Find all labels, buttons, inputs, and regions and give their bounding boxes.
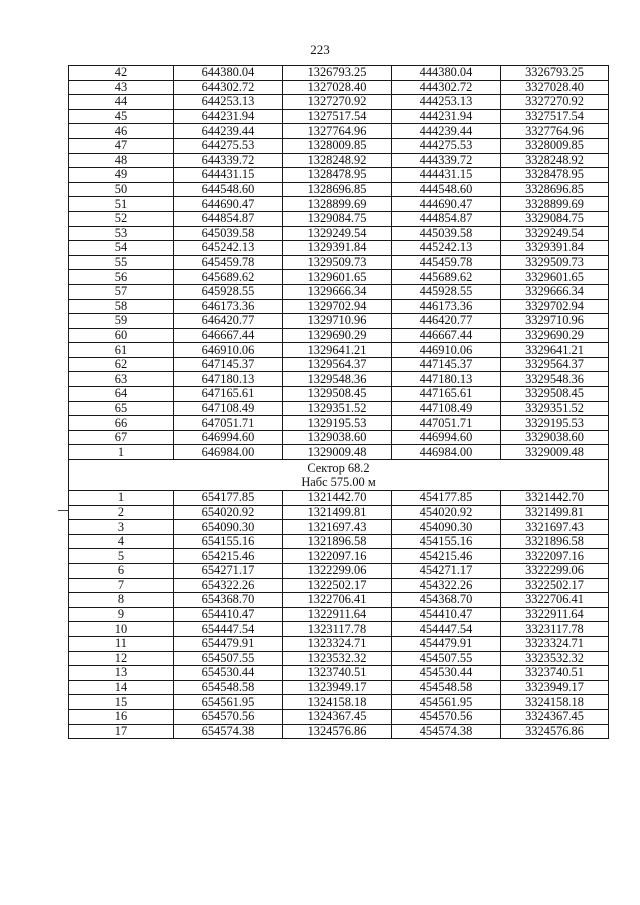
point-number-cell: 60 — [69, 328, 174, 343]
x-coordinate-cell: 654479.91 — [174, 636, 283, 651]
page-number: 223 — [310, 42, 330, 57]
point-number-cell: 67 — [69, 430, 174, 445]
table-row — [69, 255, 609, 270]
table-row — [69, 564, 609, 579]
y-msk-coordinate-cell: 3329508.45 — [501, 387, 609, 402]
x-coordinate-cell: 645039.58 — [174, 226, 283, 241]
point-number-cell: 17 — [69, 724, 174, 739]
table-row — [69, 357, 609, 372]
point-number-cell: 55 — [69, 255, 174, 270]
point-number-cell: 66 — [69, 416, 174, 431]
y-coordinate-cell: 1329038.60 — [283, 430, 392, 445]
table-row — [69, 124, 609, 139]
x-coordinate-cell: 654530.44 — [174, 666, 283, 681]
table-row — [69, 270, 609, 285]
x-coordinate-cell: 644548.60 — [174, 182, 283, 197]
x-msk-coordinate-cell: 444253.13 — [392, 95, 501, 110]
point-number-cell: 5 — [69, 549, 174, 564]
y-coordinate-cell: 1328696.85 — [283, 182, 392, 197]
y-coordinate-cell: 1329195.53 — [283, 416, 392, 431]
x-msk-coordinate-cell: 444231.94 — [392, 109, 501, 124]
margin-tick-mark — [58, 510, 68, 511]
table-row — [69, 549, 609, 564]
x-msk-coordinate-cell: 454530.44 — [392, 666, 501, 681]
x-coordinate-cell: 647051.71 — [174, 416, 283, 431]
table-row — [69, 95, 609, 110]
table-row — [69, 593, 609, 608]
y-msk-coordinate-cell: 3324576.86 — [501, 724, 609, 739]
y-msk-coordinate-cell: 3322706.41 — [501, 593, 609, 608]
x-msk-coordinate-cell: 446984.00 — [392, 445, 501, 460]
x-msk-coordinate-cell: 454322.26 — [392, 578, 501, 593]
coordinates-table — [68, 65, 609, 739]
table-row — [69, 491, 609, 506]
x-msk-coordinate-cell: 445039.58 — [392, 226, 501, 241]
table-row — [69, 505, 609, 520]
y-coordinate-cell: 1329084.75 — [283, 211, 392, 226]
point-number-cell: 48 — [69, 153, 174, 168]
x-coordinate-cell: 654177.85 — [174, 491, 283, 506]
point-number-cell: 6 — [69, 564, 174, 579]
y-msk-coordinate-cell: 3323117.78 — [501, 622, 609, 637]
point-number-cell: 64 — [69, 387, 174, 402]
y-msk-coordinate-cell: 3328248.92 — [501, 153, 609, 168]
point-number-cell: 58 — [69, 299, 174, 314]
x-coordinate-cell: 647108.49 — [174, 401, 283, 416]
section-header-cell — [69, 460, 609, 491]
table-row — [69, 182, 609, 197]
x-coordinate-cell: 654574.38 — [174, 724, 283, 739]
y-msk-coordinate-cell: 3326793.25 — [501, 66, 609, 81]
point-number-cell: 7 — [69, 578, 174, 593]
y-msk-coordinate-cell: 3329564.37 — [501, 357, 609, 372]
y-coordinate-cell: 1329351.52 — [283, 401, 392, 416]
point-number-cell: 13 — [69, 666, 174, 681]
y-coordinate-cell: 1324367.45 — [283, 709, 392, 724]
y-coordinate-cell: 1321896.58 — [283, 534, 392, 549]
y-coordinate-cell: 1323117.78 — [283, 622, 392, 637]
y-msk-coordinate-cell: 3322502.17 — [501, 578, 609, 593]
table-row — [69, 109, 609, 124]
y-msk-coordinate-cell: 3329249.54 — [501, 226, 609, 241]
y-msk-coordinate-cell: 3329084.75 — [501, 211, 609, 226]
point-number-cell: 16 — [69, 709, 174, 724]
table-row — [69, 328, 609, 343]
x-msk-coordinate-cell: 444854.87 — [392, 211, 501, 226]
x-msk-coordinate-cell: 446420.77 — [392, 314, 501, 329]
point-number-cell: 3 — [69, 520, 174, 535]
x-msk-coordinate-cell: 445459.78 — [392, 255, 501, 270]
y-msk-coordinate-cell: 3329666.34 — [501, 284, 609, 299]
y-coordinate-cell: 1329508.45 — [283, 387, 392, 402]
table-row — [69, 430, 609, 445]
table-row — [69, 724, 609, 739]
point-number-cell: 59 — [69, 314, 174, 329]
table-row — [69, 168, 609, 183]
point-number-cell: 47 — [69, 138, 174, 153]
table-row — [69, 66, 609, 81]
table-row — [69, 445, 609, 460]
section-header-block — [69, 460, 609, 491]
y-msk-coordinate-cell: 3329009.48 — [501, 445, 609, 460]
x-msk-coordinate-cell: 446994.60 — [392, 430, 501, 445]
x-coordinate-cell: 645689.62 — [174, 270, 283, 285]
y-msk-coordinate-cell: 3327517.54 — [501, 109, 609, 124]
x-coordinate-cell: 654507.55 — [174, 651, 283, 666]
x-msk-coordinate-cell: 446173.36 — [392, 299, 501, 314]
table-row — [69, 622, 609, 637]
y-coordinate-cell: 1323324.71 — [283, 636, 392, 651]
y-coordinate-cell: 1329548.36 — [283, 372, 392, 387]
point-number-cell: 11 — [69, 636, 174, 651]
y-coordinate-cell: 1327270.92 — [283, 95, 392, 110]
point-number-cell: 50 — [69, 182, 174, 197]
y-coordinate-cell: 1322097.16 — [283, 549, 392, 564]
point-number-cell: 49 — [69, 168, 174, 183]
table-row — [69, 284, 609, 299]
y-coordinate-cell: 1323949.17 — [283, 680, 392, 695]
x-coordinate-cell: 654561.95 — [174, 695, 283, 710]
x-coordinate-cell: 654548.58 — [174, 680, 283, 695]
y-msk-coordinate-cell: 3327270.92 — [501, 95, 609, 110]
x-coordinate-cell: 654447.54 — [174, 622, 283, 637]
section-header-row — [69, 460, 609, 491]
x-coordinate-cell: 646667.44 — [174, 328, 283, 343]
table-row — [69, 343, 609, 358]
x-msk-coordinate-cell: 454507.55 — [392, 651, 501, 666]
y-msk-coordinate-cell: 3324367.45 — [501, 709, 609, 724]
point-number-cell: 42 — [69, 66, 174, 81]
x-msk-coordinate-cell: 447051.71 — [392, 416, 501, 431]
x-msk-coordinate-cell: 454447.54 — [392, 622, 501, 637]
point-number-cell: 2 — [69, 505, 174, 520]
point-number-cell: 56 — [69, 270, 174, 285]
y-msk-coordinate-cell: 3329690.29 — [501, 328, 609, 343]
y-msk-coordinate-cell: 3323532.32 — [501, 651, 609, 666]
table-row — [69, 299, 609, 314]
y-msk-coordinate-cell: 3323740.51 — [501, 666, 609, 681]
y-msk-coordinate-cell: 3329391.84 — [501, 241, 609, 256]
x-coordinate-cell: 646994.60 — [174, 430, 283, 445]
y-coordinate-cell: 1327028.40 — [283, 80, 392, 95]
x-coordinate-cell: 647145.37 — [174, 357, 283, 372]
table-row — [69, 709, 609, 724]
y-coordinate-cell: 1324158.18 — [283, 695, 392, 710]
x-coordinate-cell: 646984.00 — [174, 445, 283, 460]
y-coordinate-cell: 1328478.95 — [283, 168, 392, 183]
x-msk-coordinate-cell: 444239.44 — [392, 124, 501, 139]
y-coordinate-cell: 1322911.64 — [283, 607, 392, 622]
x-msk-coordinate-cell: 447165.61 — [392, 387, 501, 402]
table-row — [69, 680, 609, 695]
y-msk-coordinate-cell: 3322299.06 — [501, 564, 609, 579]
point-number-cell: 61 — [69, 343, 174, 358]
y-coordinate-cell: 1329249.54 — [283, 226, 392, 241]
y-coordinate-cell: 1328899.69 — [283, 197, 392, 212]
point-number-cell: 54 — [69, 241, 174, 256]
x-msk-coordinate-cell: 444690.47 — [392, 197, 501, 212]
x-coordinate-cell: 645459.78 — [174, 255, 283, 270]
table-row — [69, 401, 609, 416]
point-number-cell: 9 — [69, 607, 174, 622]
x-msk-coordinate-cell: 454561.95 — [392, 695, 501, 710]
y-coordinate-cell: 1329641.21 — [283, 343, 392, 358]
y-coordinate-cell: 1324576.86 — [283, 724, 392, 739]
table-row — [69, 241, 609, 256]
y-msk-coordinate-cell: 3329038.60 — [501, 430, 609, 445]
y-msk-coordinate-cell: 3328696.85 — [501, 182, 609, 197]
x-coordinate-cell: 646910.06 — [174, 343, 283, 358]
point-number-cell: 43 — [69, 80, 174, 95]
x-msk-coordinate-cell: 454271.17 — [392, 564, 501, 579]
table-row — [69, 372, 609, 387]
y-coordinate-cell: 1322502.17 — [283, 578, 392, 593]
x-msk-coordinate-cell: 446910.06 — [392, 343, 501, 358]
y-coordinate-cell: 1326793.25 — [283, 66, 392, 81]
table-row — [69, 138, 609, 153]
x-coordinate-cell: 654155.16 — [174, 534, 283, 549]
table-row — [69, 636, 609, 651]
y-msk-coordinate-cell: 3328009.85 — [501, 138, 609, 153]
y-coordinate-cell: 1323740.51 — [283, 666, 392, 681]
x-msk-coordinate-cell: 445689.62 — [392, 270, 501, 285]
x-msk-coordinate-cell: 454177.85 — [392, 491, 501, 506]
x-coordinate-cell: 647165.61 — [174, 387, 283, 402]
point-number-cell: 12 — [69, 651, 174, 666]
x-msk-coordinate-cell: 444302.72 — [392, 80, 501, 95]
x-msk-coordinate-cell: 444548.60 — [392, 182, 501, 197]
y-msk-coordinate-cell: 3329710.96 — [501, 314, 609, 329]
x-msk-coordinate-cell: 454548.58 — [392, 680, 501, 695]
y-coordinate-cell: 1328009.85 — [283, 138, 392, 153]
table-row — [69, 211, 609, 226]
point-number-cell: 52 — [69, 211, 174, 226]
point-number-cell: 63 — [69, 372, 174, 387]
x-coordinate-cell: 654368.70 — [174, 593, 283, 608]
x-coordinate-cell: 644302.72 — [174, 80, 283, 95]
table-row — [69, 607, 609, 622]
x-coordinate-cell: 644239.44 — [174, 124, 283, 139]
table-row — [69, 534, 609, 549]
y-coordinate-cell: 1327764.96 — [283, 124, 392, 139]
x-msk-coordinate-cell: 445928.55 — [392, 284, 501, 299]
x-msk-coordinate-cell: 454090.30 — [392, 520, 501, 535]
y-coordinate-cell: 1329690.29 — [283, 328, 392, 343]
table-row — [69, 651, 609, 666]
x-msk-coordinate-cell: 444380.04 — [392, 66, 501, 81]
point-number-cell: 53 — [69, 226, 174, 241]
x-coordinate-cell: 646420.77 — [174, 314, 283, 329]
x-coordinate-cell: 646173.36 — [174, 299, 283, 314]
x-msk-coordinate-cell: 454479.91 — [392, 636, 501, 651]
x-msk-coordinate-cell: 454368.70 — [392, 593, 501, 608]
point-number-cell: 45 — [69, 109, 174, 124]
y-msk-coordinate-cell: 3329601.65 — [501, 270, 609, 285]
point-number-cell: 51 — [69, 197, 174, 212]
y-coordinate-cell: 1329509.73 — [283, 255, 392, 270]
coordinates-block-2 — [69, 491, 609, 739]
point-number-cell: 57 — [69, 284, 174, 299]
x-msk-coordinate-cell: 454215.46 — [392, 549, 501, 564]
y-coordinate-cell: 1329601.65 — [283, 270, 392, 285]
point-number-cell: 15 — [69, 695, 174, 710]
y-coordinate-cell: 1321697.43 — [283, 520, 392, 535]
point-number-cell: 62 — [69, 357, 174, 372]
y-coordinate-cell: 1327517.54 — [283, 109, 392, 124]
y-msk-coordinate-cell: 3323324.71 — [501, 636, 609, 651]
y-msk-coordinate-cell: 3321499.81 — [501, 505, 609, 520]
x-coordinate-cell: 654570.56 — [174, 709, 283, 724]
table-row — [69, 80, 609, 95]
y-msk-coordinate-cell: 3329641.21 — [501, 343, 609, 358]
y-coordinate-cell: 1322299.06 — [283, 564, 392, 579]
y-coordinate-cell: 1328248.92 — [283, 153, 392, 168]
table-row — [69, 695, 609, 710]
table-row — [69, 387, 609, 402]
table-row — [69, 314, 609, 329]
section-subtitle: Набс 575.00 м — [301, 475, 376, 490]
x-msk-coordinate-cell: 445242.13 — [392, 241, 501, 256]
x-msk-coordinate-cell: 454574.38 — [392, 724, 501, 739]
x-msk-coordinate-cell: 444339.72 — [392, 153, 501, 168]
y-msk-coordinate-cell: 3327028.40 — [501, 80, 609, 95]
x-coordinate-cell: 654090.30 — [174, 520, 283, 535]
y-msk-coordinate-cell: 3322911.64 — [501, 607, 609, 622]
x-coordinate-cell: 644275.53 — [174, 138, 283, 153]
x-coordinate-cell: 654271.17 — [174, 564, 283, 579]
y-coordinate-cell: 1329702.94 — [283, 299, 392, 314]
x-coordinate-cell: 645928.55 — [174, 284, 283, 299]
y-msk-coordinate-cell: 3329351.52 — [501, 401, 609, 416]
y-msk-coordinate-cell: 3329195.53 — [501, 416, 609, 431]
point-number-cell: 65 — [69, 401, 174, 416]
y-msk-coordinate-cell: 3329548.36 — [501, 372, 609, 387]
section-title: Сектор 68.2 — [307, 460, 370, 475]
point-number-cell: 44 — [69, 95, 174, 110]
x-coordinate-cell: 644231.94 — [174, 109, 283, 124]
x-coordinate-cell: 644690.47 — [174, 197, 283, 212]
x-coordinate-cell: 644854.87 — [174, 211, 283, 226]
x-msk-coordinate-cell: 447180.13 — [392, 372, 501, 387]
y-msk-coordinate-cell: 3328478.95 — [501, 168, 609, 183]
point-number-cell: 1 — [69, 491, 174, 506]
table-row — [69, 153, 609, 168]
point-number-cell: 10 — [69, 622, 174, 637]
x-msk-coordinate-cell: 454570.56 — [392, 709, 501, 724]
y-msk-coordinate-cell: 3324158.18 — [501, 695, 609, 710]
y-msk-coordinate-cell: 3321442.70 — [501, 491, 609, 506]
x-msk-coordinate-cell: 444431.15 — [392, 168, 501, 183]
table-row — [69, 226, 609, 241]
point-number-cell: 1 — [69, 445, 174, 460]
x-msk-coordinate-cell: 454155.16 — [392, 534, 501, 549]
x-coordinate-cell: 654020.92 — [174, 505, 283, 520]
x-coordinate-cell: 645242.13 — [174, 241, 283, 256]
y-msk-coordinate-cell: 3327764.96 — [501, 124, 609, 139]
table-row — [69, 578, 609, 593]
coordinates-block-1 — [69, 66, 609, 460]
point-number-cell: 8 — [69, 593, 174, 608]
y-coordinate-cell: 1329009.48 — [283, 445, 392, 460]
y-coordinate-cell: 1322706.41 — [283, 593, 392, 608]
x-msk-coordinate-cell: 447108.49 — [392, 401, 501, 416]
table-row — [69, 666, 609, 681]
y-coordinate-cell: 1329391.84 — [283, 241, 392, 256]
x-coordinate-cell: 644253.13 — [174, 95, 283, 110]
x-msk-coordinate-cell: 454020.92 — [392, 505, 501, 520]
x-coordinate-cell: 644380.04 — [174, 66, 283, 81]
y-coordinate-cell: 1329710.96 — [283, 314, 392, 329]
table-row — [69, 197, 609, 212]
x-msk-coordinate-cell: 447145.37 — [392, 357, 501, 372]
x-coordinate-cell: 654410.47 — [174, 607, 283, 622]
point-number-cell: 14 — [69, 680, 174, 695]
y-msk-coordinate-cell: 3322097.16 — [501, 549, 609, 564]
table-row — [69, 520, 609, 535]
y-msk-coordinate-cell: 3323949.17 — [501, 680, 609, 695]
table-row — [69, 416, 609, 431]
x-coordinate-cell: 644339.72 — [174, 153, 283, 168]
x-msk-coordinate-cell: 454410.47 — [392, 607, 501, 622]
point-number-cell: 4 — [69, 534, 174, 549]
x-coordinate-cell: 654215.46 — [174, 549, 283, 564]
point-number-cell: 46 — [69, 124, 174, 139]
x-coordinate-cell: 654322.26 — [174, 578, 283, 593]
y-msk-coordinate-cell: 3328899.69 — [501, 197, 609, 212]
y-msk-coordinate-cell: 3321896.58 — [501, 534, 609, 549]
y-msk-coordinate-cell: 3321697.43 — [501, 520, 609, 535]
x-coordinate-cell: 647180.13 — [174, 372, 283, 387]
x-coordinate-cell: 644431.15 — [174, 168, 283, 183]
y-coordinate-cell: 1321499.81 — [283, 505, 392, 520]
y-msk-coordinate-cell: 3329702.94 — [501, 299, 609, 314]
y-coordinate-cell: 1329564.37 — [283, 357, 392, 372]
x-msk-coordinate-cell: 444275.53 — [392, 138, 501, 153]
x-msk-coordinate-cell: 446667.44 — [392, 328, 501, 343]
y-coordinate-cell: 1323532.32 — [283, 651, 392, 666]
y-coordinate-cell: 1329666.34 — [283, 284, 392, 299]
y-msk-coordinate-cell: 3329509.73 — [501, 255, 609, 270]
y-coordinate-cell: 1321442.70 — [283, 491, 392, 506]
